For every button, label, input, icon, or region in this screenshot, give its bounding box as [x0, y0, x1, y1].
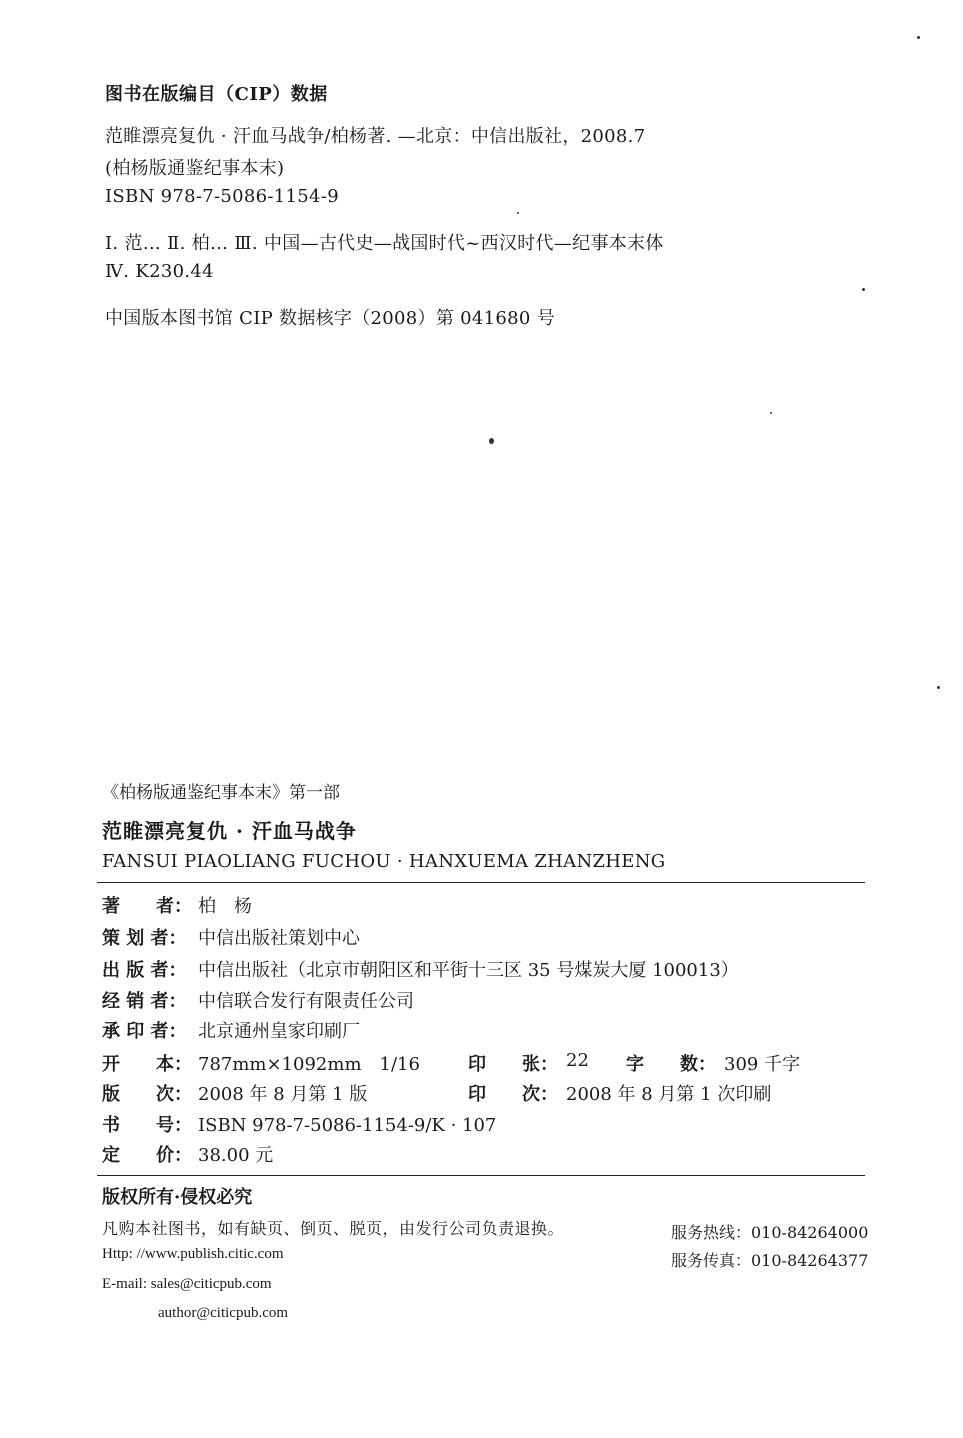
colophon-planner: [102, 924, 360, 950]
price-value: 38.00 元: [198, 1145, 274, 1166]
email-author[interactable]: author@citicpub.com: [158, 1305, 289, 1321]
scan-speck: [917, 36, 920, 39]
cip-line-classification: Ⅳ. K230.44: [105, 261, 214, 282]
colophon-author: [102, 892, 252, 918]
edition-value: 2008 年 8 月第 1 版: [198, 1084, 368, 1105]
cip-line-record-number: 中国版本图书馆 CIP 数据核字（2008）第 041680 号: [105, 308, 556, 329]
sheets-value: 22: [566, 1050, 589, 1071]
colophon-distributor: [102, 987, 414, 1013]
scan-speck: [862, 288, 865, 291]
price-label: 定 价：: [102, 1145, 192, 1166]
printing-label: 印 次：: [468, 1084, 558, 1105]
scan-speck: [770, 412, 772, 414]
author-label: 著 者：: [102, 896, 192, 917]
scan-speck: [517, 212, 519, 214]
cip-line-title: 范睢漂亮复仇 · 汗血马战争/柏杨著. —北京：中信出版社，2008.7: [105, 126, 646, 147]
book-number-value: ISBN 978-7-5086-1154-9/K · 107: [198, 1115, 497, 1136]
scan-speck: [937, 686, 940, 689]
words-value: 309 千字: [724, 1054, 801, 1075]
sheets-label: 印 张：: [468, 1054, 558, 1075]
colophon-printer: [102, 1017, 360, 1043]
service-fax: 服务传真：010-84264377: [671, 1251, 869, 1270]
series-title: 《柏杨版通鉴纪事本末》第一部: [102, 783, 340, 803]
colophon-edition-row: [102, 1080, 772, 1106]
service-hotline: 服务热线：010-84264000: [671, 1223, 869, 1242]
planner-label: 策 划 者：: [102, 928, 187, 949]
cip-heading: 图书在版编目（CIP）数据: [105, 84, 328, 105]
words-label: 字 数：: [626, 1054, 716, 1075]
top-divider: [97, 882, 865, 883]
website-link[interactable]: Http: //www.publish.citic.com: [102, 1246, 284, 1262]
email-sales[interactable]: E-mail: sales@citicpub.com: [102, 1276, 272, 1292]
book-title-pinyin: FANSUI PIAOLIANG FUCHOU · HANXUEMA ZHANZHENG: [102, 851, 666, 872]
colophon-price: [102, 1141, 273, 1167]
colophon-publisher: [102, 956, 739, 982]
colophon-format-row: [102, 1050, 801, 1076]
cip-line-subjects: Ⅰ. 范… Ⅱ. 柏… Ⅲ. 中国—古代史—战国时代~西汉时代—纪事本末体: [105, 233, 664, 254]
cip-line-isbn: ISBN 978-7-5086-1154-9: [105, 186, 339, 207]
scan-speck: [489, 438, 494, 444]
format-value: 787mm×1092mm 1/16: [198, 1054, 420, 1075]
author-value: 柏 杨: [198, 896, 252, 917]
copyright-notice: 版权所有·侵权必究: [102, 1187, 253, 1208]
cip-line-series: (柏杨版通鉴纪事本末): [105, 158, 285, 179]
bottom-divider: [97, 1175, 865, 1176]
edition-label: 版 次：: [102, 1084, 192, 1105]
format-label: 开 本：: [102, 1054, 192, 1075]
return-policy: 凡购本社图书，如有缺页、倒页、脱页，由发行公司负责退换。: [102, 1219, 565, 1238]
publisher-value: 中信出版社（北京市朝阳区和平街十三区 35 号煤炭大厦 100013）: [198, 960, 739, 981]
book-title: 范睢漂亮复仇 · 汗血马战争: [102, 819, 357, 843]
book-number-label: 书 号：: [102, 1115, 192, 1136]
planner-value: 中信出版社策划中心: [198, 928, 360, 949]
printing-value: 2008 年 8 月第 1 次印刷: [566, 1084, 772, 1105]
printer-label: 承 印 者：: [102, 1021, 187, 1042]
distributor-label: 经 销 者：: [102, 991, 187, 1012]
printer-value: 北京通州皇家印刷厂: [198, 1021, 360, 1042]
colophon-book-number: [102, 1111, 496, 1137]
publisher-label: 出 版 者：: [102, 960, 187, 981]
distributor-value: 中信联合发行有限责任公司: [198, 991, 414, 1012]
